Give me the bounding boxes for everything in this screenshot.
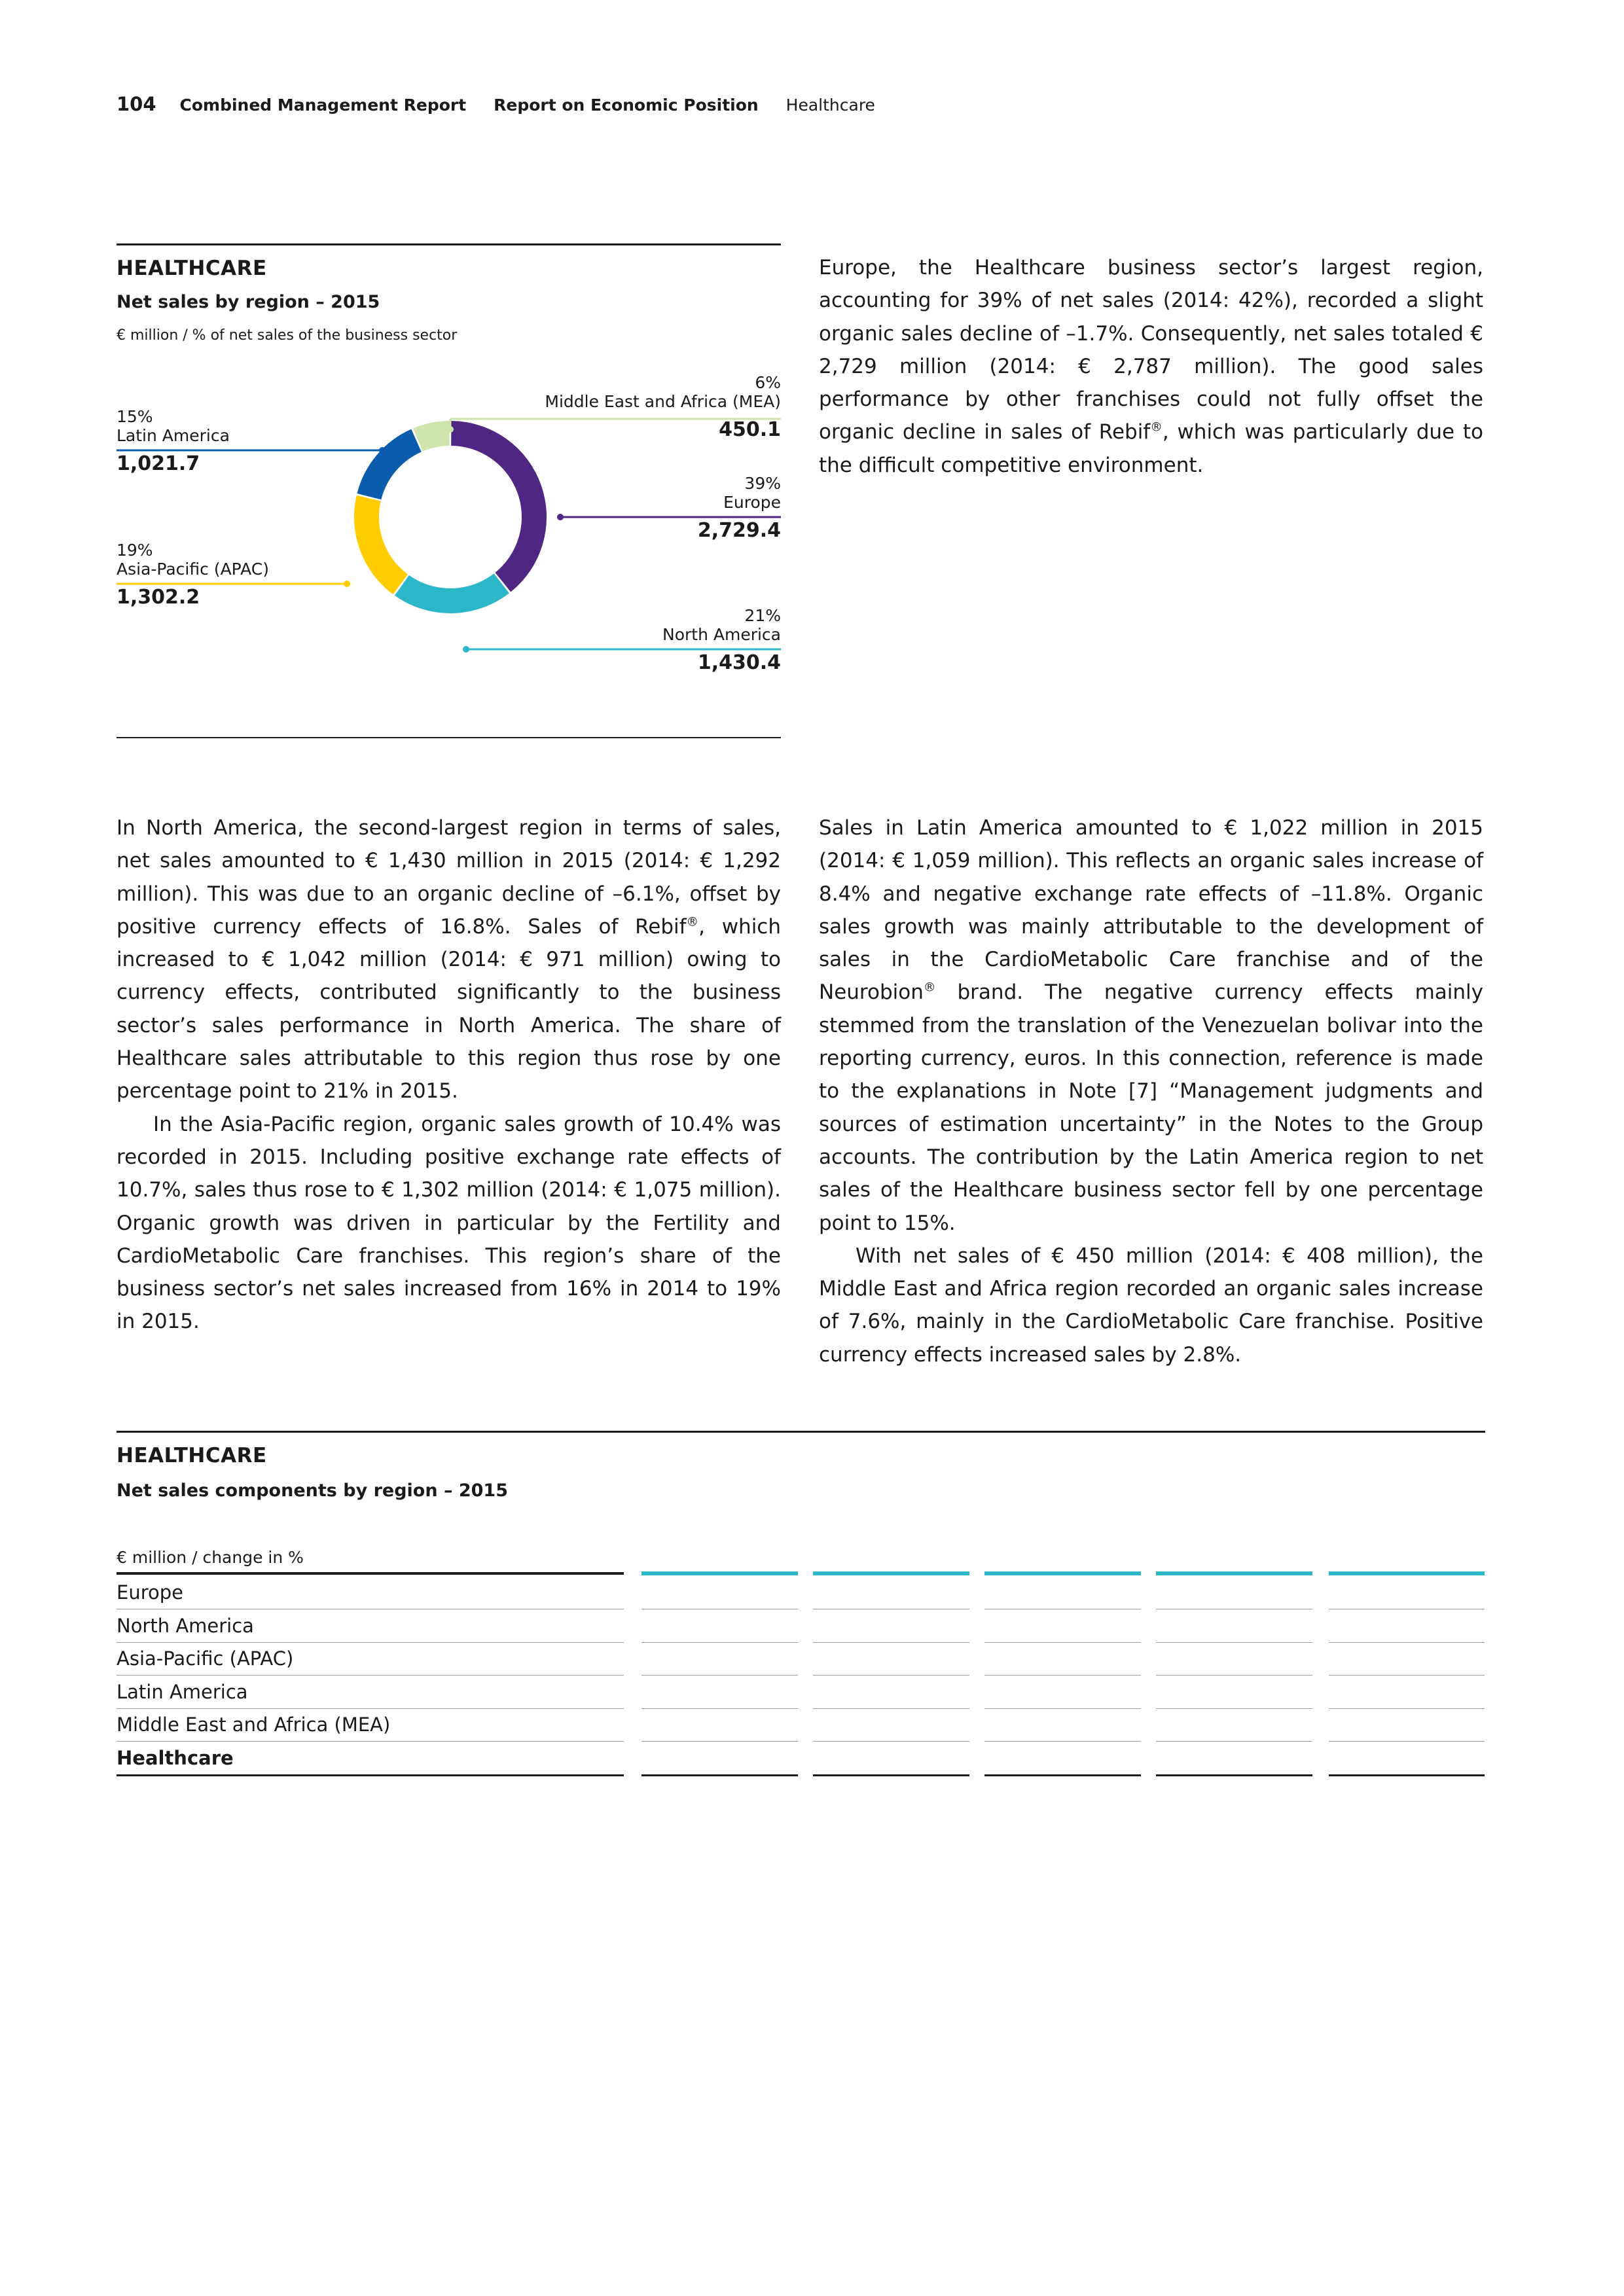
text-right-column	[819, 812, 1483, 1371]
table-top-rule	[117, 1431, 1485, 1433]
text-left-column	[117, 812, 781, 1338]
label-europe-name: Europe	[723, 493, 781, 512]
label-na-percent: 21%	[744, 606, 781, 625]
paragraph-europe: Europe, the Healthcare business sector’s largest region, accounting for 39% of net sales (2014: 42%), recorded a slight organic sales decline of –1.7%. Consequently, net sales totaled € 2,729 million (2014: € 2,787 million). The good sales performance by other franchises could not fully offset the organic decline in sales of Rebif®, which was particularly due to the difficult competitive environment.	[819, 256, 1483, 477]
table-row-rule	[1329, 1741, 1485, 1742]
table-col-header-rule	[984, 1571, 1141, 1575]
table-row-label: Healthcare	[117, 1746, 234, 1769]
table-row-rule	[984, 1708, 1141, 1709]
table-row-rule	[984, 1774, 1141, 1776]
donut-slice-asia-pacific	[367, 498, 401, 584]
table-row-rule	[117, 1741, 624, 1742]
table-col-header-rule	[1156, 1571, 1312, 1575]
table-row-label: North America	[117, 1614, 254, 1637]
label-apac-percent: 19%	[117, 541, 153, 560]
label-latam-percent: 15%	[117, 407, 153, 426]
header-topic: Healthcare	[785, 96, 875, 115]
figure-subtitle: Net sales by region – 2015	[117, 292, 380, 312]
page-number: 104	[117, 93, 156, 115]
table-row-rule	[813, 1675, 969, 1676]
table-row-label: Latin America	[117, 1680, 248, 1703]
header-section: Combined Management Report	[179, 96, 467, 115]
text-europe-column	[819, 251, 1483, 482]
table-stub-header: € million / change in %	[117, 1548, 304, 1567]
label-latam	[117, 407, 230, 473]
donut-slice-europe	[451, 433, 534, 583]
paragraph-latin-america: Sales in Latin America amounted to € 1,022 million in 2015 (2014: € 1,059 million). This reflects an organic sales increase of 8.4% and negative exchange rate effects of –11.8%. Organic sales growth was mainly attributable to the development of sales in the CardioMetabolic Care franchise and of the Neurobion® brand. The negative currency effects mainly stemmed from the translation of the Venezuelan bolivar into the reporting currency, euros. In this connection, reference is made to the explanations in Note [7] “Management judgments and sources of estimation uncertainty” in the Notes to the Group accounts. The contribution by the Latin America region to net sales of the Healthcare business sector fell by one percentage point to 15%.	[819, 816, 1483, 1235]
leader-dot-latam	[379, 447, 386, 454]
table-col-header-rule	[641, 1571, 798, 1575]
table-row-rule	[117, 1675, 624, 1676]
label-mea-value: 450.1	[719, 418, 781, 441]
donut-slice-mea	[418, 433, 449, 440]
donut-slice-north-america	[402, 583, 501, 601]
table-row-rule	[1156, 1708, 1312, 1709]
table-title: HEALTHCARE	[117, 1444, 267, 1467]
table-stub-header-rule	[117, 1572, 624, 1575]
table-row-rule	[813, 1774, 969, 1776]
table-row-rule	[641, 1774, 798, 1776]
paragraph-asia-pacific: In the Asia-Pacific region, organic sales growth of 10.4% was recorded in 2015. Including positive exchange rate effects of 10.7%, sales thus rose to € 1,302 million (2014: € 1,075 million). Organic growth was driven in particular by the Fertility and CardioMetabolic Care franchises. This region’s share of the business sector’s net sales increased from 16% in 2014 to 19% in 2015.	[117, 1112, 781, 1334]
table-row-rule	[1329, 1642, 1485, 1643]
table-row-rule	[641, 1642, 798, 1643]
label-na-value: 1,430.4	[697, 651, 781, 674]
figure-unit: € million / % of net sales of the business sector	[117, 327, 458, 344]
table-row-rule	[984, 1675, 1141, 1676]
label-mea-name: Middle East and Africa (MEA)	[545, 392, 781, 411]
label-mea-percent: 6%	[755, 373, 781, 392]
table-col-header-rule	[1329, 1571, 1485, 1575]
donut-ring	[367, 433, 534, 601]
table-row-rule	[1329, 1675, 1485, 1676]
leader-dot-europe	[557, 514, 564, 520]
table-row-rule	[1156, 1642, 1312, 1643]
table-row-rule	[813, 1642, 969, 1643]
leader-dot-na	[463, 646, 469, 653]
table-row-rule	[641, 1675, 798, 1676]
label-na-name: North America	[662, 625, 781, 644]
table-row-rule	[1156, 1774, 1312, 1776]
label-na	[662, 606, 781, 672]
label-apac	[117, 541, 269, 607]
table-row-rule	[984, 1642, 1141, 1643]
leader-dot-mea	[447, 426, 454, 433]
label-latam-value: 1,021.7	[117, 452, 200, 475]
label-europe-percent: 39%	[744, 474, 781, 493]
leader-dot-apac	[344, 581, 350, 587]
table-row-rule	[813, 1741, 969, 1742]
table-row-rule	[813, 1708, 969, 1709]
table-row-rule	[117, 1708, 624, 1709]
header-chapter: Report on Economic Position	[494, 96, 759, 115]
label-mea	[545, 373, 781, 439]
label-apac-value: 1,302.2	[117, 586, 200, 609]
table-col-header-rule	[813, 1571, 969, 1575]
table-row-rule	[1156, 1741, 1312, 1742]
figure-bottom-rule	[117, 737, 781, 738]
label-europe	[698, 474, 781, 540]
label-europe-value: 2,729.4	[697, 519, 781, 542]
table-row-rule	[1329, 1708, 1485, 1709]
table-row-rule	[117, 1642, 624, 1643]
table-row-rule	[1156, 1675, 1312, 1676]
table-row-label: Europe	[117, 1581, 183, 1604]
table-row-rule	[1329, 1774, 1485, 1776]
table-subtitle: Net sales components by region – 2015	[117, 1480, 508, 1501]
label-apac-name: Asia-Pacific (APAC)	[117, 560, 270, 579]
table-row-rule	[984, 1741, 1141, 1742]
table-row-label: Middle East and Africa (MEA)	[117, 1713, 391, 1736]
paragraph-mea: With net sales of € 450 million (2014: € 408 million), the Middle East and Africa region recorded an organic sales increase of 7.6%, mainly in the CardioMetabolic Care franchise. Positive currency effects increased sales by 2.8%.	[819, 1244, 1483, 1367]
paragraph-north-america: In North America, the second-largest region in terms of sales, net sales amounted to € 1,430 million in 2015 (2014: € 1,292 million). This was due to an organic decline of –6.1%, offset by positive currency effects of 16.8%. Sales of Rebif®, which increased to € 1,042 million (2014: € 971 million) owing to currency effects, contributed significantly to the business sector’s sales performance in North America. The share of Healthcare sales attributable to this region thus rose by one percentage point to 21% in 2015.	[117, 816, 781, 1103]
table-row-rule	[641, 1741, 798, 1742]
table-row-label: Asia-Pacific (APAC)	[117, 1647, 294, 1670]
table-row-rule	[641, 1708, 798, 1709]
figure-title: HEALTHCARE	[117, 257, 267, 280]
table-row-rule	[117, 1774, 624, 1776]
donut-slice-latin-america	[369, 440, 416, 497]
label-latam-name: Latin America	[117, 426, 230, 445]
